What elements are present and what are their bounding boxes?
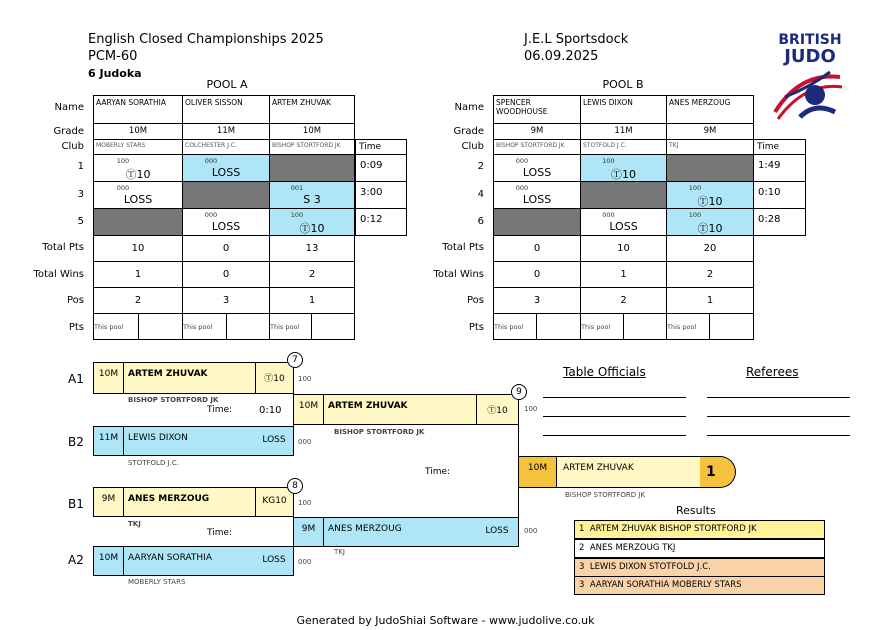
match-number: 8 [287,478,303,494]
match-cell: 100 Ⓣ10 [580,154,667,182]
time-header: Time [355,139,407,155]
name-label: Name [54,102,84,113]
signature-line [543,397,686,398]
match-cell: 100 Ⓣ10 [93,154,183,182]
score: 100 [524,405,538,413]
player-club: TKJ [666,139,754,155]
match-time: 0:10 [259,405,282,416]
seed-label: B1 [68,497,84,511]
position: 3 [182,287,270,314]
category: PCM-60 [88,49,138,64]
this-pool: This pool [182,313,227,340]
player-grade: 11M [580,123,667,140]
grade-label: Grade [53,126,84,137]
match-time: 1:49 [753,154,806,182]
position: 3 [493,287,581,314]
total-wins: 1 [93,261,183,288]
club: BISHOP STORTFORD JK [565,491,646,499]
pos-label: Pos [66,295,84,306]
total-pts-label: Total Pts [42,242,84,253]
results-title: Results [676,504,716,517]
seed-label: B2 [68,435,84,449]
row-num: 4 [477,189,484,200]
score: 000 [524,527,538,535]
signature-line [707,416,850,417]
pool-pts-box [623,313,667,340]
grade-label: Grade [453,126,484,137]
result-row: 2 ANES MERZOUG TKJ [574,539,825,558]
player-grade: 9M [493,123,581,140]
table-officials-heading: Table Officials [563,365,646,379]
signature-line [707,397,850,398]
time-label: Time: [207,405,233,415]
player-name: AARYAN SORATHIA [93,95,183,124]
timer-icon: Ⓣ [611,168,622,181]
club: BISHOP STORTFORD JK [334,428,425,436]
match-number: 7 [287,352,303,368]
match-time: 0:10 [753,181,806,209]
total-wins: 0 [493,261,581,288]
this-pool: This pool [269,313,312,340]
match-time: 0:09 [355,154,407,182]
score: 000 [298,558,312,566]
player-grade: 9M [666,123,754,140]
total-wins-label: Total Wins [33,269,84,280]
club: STOTFOLD J.C. [128,459,179,467]
referees-heading: Referees [746,365,799,379]
pts-label: Pts [468,322,484,333]
player-name: ANES MERZOUG [666,95,754,124]
club-label: Club [461,141,484,152]
result-row: 1 ARTEM ZHUVAK BISHOP STORTFORD JK [574,520,825,539]
match-cell: 000 LOSS [93,181,183,209]
this-pool: This pool [580,313,624,340]
row-num: 1 [77,161,84,172]
pool-pts-box [536,313,581,340]
match-cell: 100 Ⓣ10 [269,208,355,236]
ippon-result: Ⓣ10 [125,168,151,181]
club: TKJ [334,548,345,556]
timer-icon: Ⓣ [697,222,709,235]
match-time: 0:28 [753,208,806,236]
match-number: 9 [511,384,527,400]
total-wins-label: Total Wins [433,269,484,280]
seed-label: A1 [68,372,84,386]
pool-pts-box [709,313,754,340]
match-cell: 000 LOSS [580,208,667,236]
bracket-entry: 9M ANES MERZOUG KG10 [93,487,294,517]
position: 2 [580,287,667,314]
timer-icon: Ⓣ [697,195,709,208]
this-pool: This pool [666,313,710,340]
time-label: Time: [425,467,451,477]
signature-line [543,435,686,436]
match-cell: 000 LOSS [493,154,581,182]
timer-icon: Ⓣ [487,406,497,416]
match-time: 3:00 [355,181,407,209]
total-wins: 0 [182,261,270,288]
timer-icon: Ⓣ [125,168,137,181]
position: 2 [93,287,183,314]
row-num: 5 [77,216,84,227]
player-grade: 11M [182,123,270,140]
player-name: OLIVER SISSON [182,95,270,124]
total-pts-label: Total Pts [442,242,484,253]
match-cell: 001 S 3 [269,181,355,209]
seed-label: A2 [68,553,84,567]
this-pool: This pool [93,313,139,340]
judoka-count: 6 Judoka [88,67,142,80]
signature-line [543,416,686,417]
result-row: 3 LEWIS DIXON STOTFOLD J.C. [574,558,825,577]
pool-b-title: POOL B [602,78,644,91]
timer-icon: Ⓣ [264,374,274,384]
total-wins: 1 [580,261,667,288]
match-cell: 100 Ⓣ10 [666,208,754,236]
player-grade: 10M [93,123,183,140]
pool-pts-box [138,313,183,340]
pts-label: Pts [68,322,84,333]
score: 100 [298,375,312,383]
bracket-entry: 10M AARYAN SORATHIA LOSS [93,546,294,576]
player-club: MOBERLY STARS [93,139,183,155]
time-label: Time: [207,528,233,538]
time-header: Time [753,139,806,155]
footer-credit[interactable]: Generated by JudoShiai Software - www.judolive.co.uk [296,614,595,627]
total-pts: 0 [182,235,270,262]
timer-icon: Ⓣ [299,222,311,235]
match-cell: 100 Ⓣ10 [666,181,754,209]
name-label: Name [454,102,484,113]
total-pts: 10 [580,235,667,262]
total-pts: 13 [269,235,355,262]
pool-a-title: POOL A [206,78,248,91]
pool-pts-box [226,313,270,340]
club: TKJ [128,520,141,528]
event-title: English Closed Championships 2025 [88,32,324,47]
date: 06.09.2025 [524,49,599,64]
signature-line [707,435,850,436]
pool-pts-box [311,313,355,340]
player-club: BISHOP STORTFORD JK [269,139,355,155]
player-club: BISHOP STORTFORD JK [493,139,581,155]
total-pts: 20 [666,235,754,262]
winner-entry: 10M ARTEM ZHUVAK [518,456,718,488]
player-name: SPENCER WOODHOUSE [493,95,581,124]
club: BISHOP STORTFORD JK [128,396,219,404]
total-pts: 0 [493,235,581,262]
score: 100 [298,499,312,507]
total-wins: 2 [269,261,355,288]
this-pool: This pool [493,313,537,340]
player-name: LEWIS DIXON [580,95,667,124]
row-num: 3 [77,189,84,200]
bracket-entry: 11M LEWIS DIXON LOSS [93,426,294,456]
match-cell: 000 LOSS [493,181,581,209]
match-cell-empty [269,154,355,182]
bracket-entry: 9M ANES MERZOUG LOSS [293,517,519,547]
judoka-emblem-icon [770,67,850,127]
row-num: 6 [477,216,484,227]
player-grade: 10M [269,123,355,140]
winner-place: 1 [700,456,736,488]
bracket-entry: 10M ARTEM ZHUVAK Ⓣ10 [293,394,519,425]
position: 1 [269,287,355,314]
venue: J.E.L Sportsdock [524,32,629,47]
bracket-entry: 10M ARTEM ZHUVAK Ⓣ10 [93,362,294,394]
match-cell-empty [666,154,754,182]
player-club: COLCHESTER J.C. [182,139,270,155]
player-club: STOTFOLD J.C. [580,139,667,155]
row-num: 2 [477,161,484,172]
match-cell: 000 LOSS [182,154,270,182]
british-judo-logo: BRITISH JUDO [770,32,850,132]
club-label: Club [61,141,84,152]
result-row: 3 AARYAN SORATHIA MOBERLY STARS [574,576,825,595]
total-pts: 10 [93,235,183,262]
total-wins: 2 [666,261,754,288]
match-cell: 000 LOSS [182,208,270,236]
pos-label: Pos [466,295,484,306]
player-name: ARTEM ZHUVAK [269,95,355,124]
score: 000 [298,438,312,446]
match-time: 0:12 [355,208,407,236]
position: 1 [666,287,754,314]
club: MOBERLY STARS [128,578,186,586]
